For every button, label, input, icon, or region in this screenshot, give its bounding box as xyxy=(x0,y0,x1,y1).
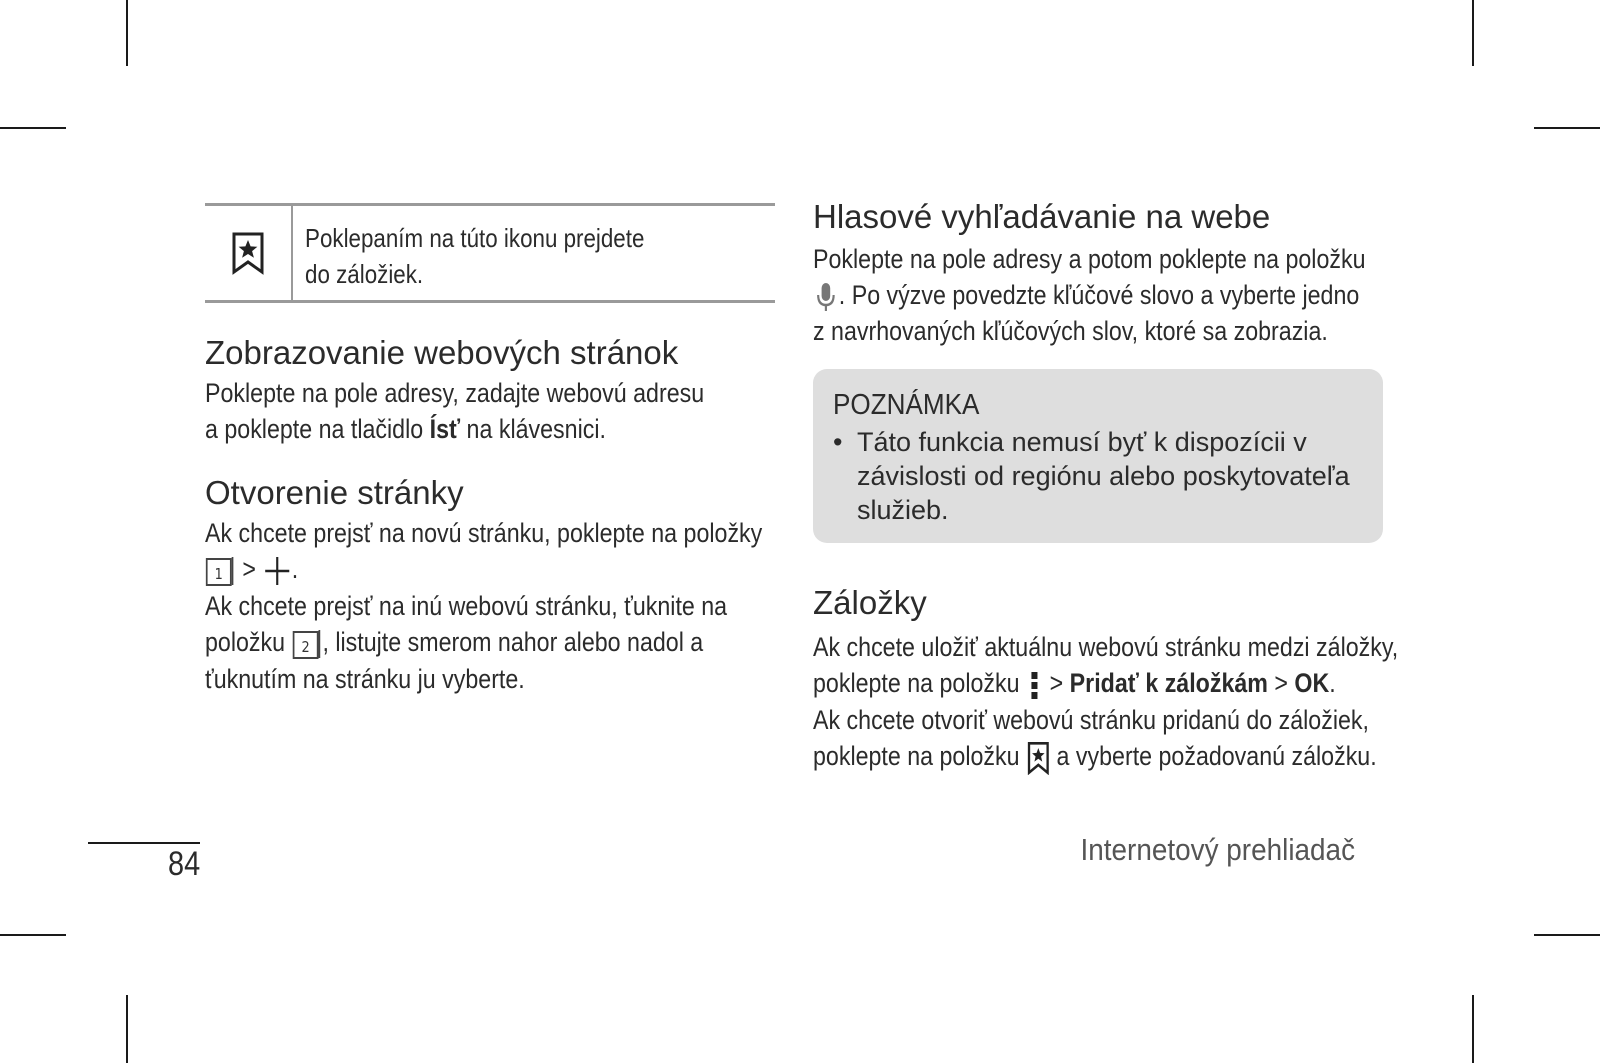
paragraph-line: a poklepte na tlačidlo Ísť na klávesnici. xyxy=(205,414,606,444)
paragraph-line: Ak chcete prejsť na novú stránku, poklepte na položky xyxy=(205,518,763,548)
tabs-icon xyxy=(291,627,322,661)
icon-cell xyxy=(205,206,293,300)
section-title-voice-search: Hlasové vyhľadávanie na webe xyxy=(813,198,1271,235)
section-title-view-pages: Zobrazovanie webových stránok xyxy=(205,334,679,371)
section-title-bookmarks: Záložky xyxy=(813,584,927,621)
bullet: • xyxy=(833,427,843,457)
crop-mark xyxy=(1472,0,1474,66)
note-title: POZNÁMKA xyxy=(833,389,980,421)
note-item xyxy=(833,425,1363,527)
crop-mark xyxy=(126,995,128,1063)
bookmark-star-icon xyxy=(231,231,265,275)
crop-mark xyxy=(1472,995,1474,1063)
icon-description-line: do záložiek. xyxy=(304,259,423,289)
plus-icon xyxy=(262,554,291,588)
section-title-open-page: Otvorenie stránky xyxy=(205,474,464,511)
paragraph-line: Poklepte na pole adresy, zadajte webovú adresu xyxy=(205,378,705,408)
note-box xyxy=(813,369,1383,543)
tabs-icon xyxy=(205,554,236,588)
paragraph-line: z navrhovaných kľúčových slov, ktoré sa zobrazia. xyxy=(813,316,1328,346)
bookmark-star-icon xyxy=(1026,741,1050,775)
paragraph-line: Ak chcete otvoriť webovú stránku pridanú do záložiek, xyxy=(813,704,1369,735)
footer-rule xyxy=(88,842,200,844)
page-number: 84 xyxy=(168,845,201,883)
icon-description xyxy=(293,206,708,300)
paragraph-line: poklepte na položku > Pridať k záložkám > OK. xyxy=(813,665,1363,702)
add-bookmark-label: Pridať k záložkám xyxy=(1069,668,1268,698)
microphone-icon xyxy=(813,281,839,313)
crop-mark xyxy=(126,0,128,66)
paragraph-line: poklepte na položku a vyberte požadovanú záložku. xyxy=(813,738,1363,775)
paragraph-line: Ak chcete prejsť na inú webovú stránku, ťuknite na xyxy=(205,590,728,621)
svg-text:2: 2 xyxy=(301,638,310,657)
paragraph-line: Ak chcete uložiť aktuálnu webovú stránku medzi záložky, xyxy=(813,632,1399,662)
svg-text:1: 1 xyxy=(214,566,223,584)
icon-description-line: Poklepaním na túto ikonu prejdete xyxy=(304,223,644,253)
left-column xyxy=(205,190,775,697)
crop-mark xyxy=(0,127,66,129)
paragraph-line: . Po výzve povedzte kľúčové slovo a vyberte jedno xyxy=(813,277,1363,313)
more-vertical-icon xyxy=(1026,668,1043,702)
icon-table xyxy=(205,203,775,303)
chapter-title: Internetový prehliadač xyxy=(1080,832,1355,867)
paragraph-line: položku 2 , listujte smerom nahor alebo nadol a xyxy=(205,624,755,661)
go-key-label: Ísť xyxy=(429,414,461,444)
paragraph-line: Poklepte na pole adresy a potom poklepte na položku xyxy=(813,244,1366,274)
crop-mark xyxy=(1534,934,1600,936)
crop-mark xyxy=(0,934,66,936)
ok-label: OK xyxy=(1294,668,1330,698)
note-text: Táto funkcia nemusí byť k dispozícii v závislosti od regiónu alebo poskytovateľa služieb. xyxy=(857,427,1350,525)
paragraph-line: 1 > . xyxy=(205,551,755,588)
paragraph-line: ťuknutím na stránku ju vyberte. xyxy=(205,663,525,694)
crop-mark xyxy=(1534,127,1600,129)
right-column xyxy=(813,197,1399,775)
